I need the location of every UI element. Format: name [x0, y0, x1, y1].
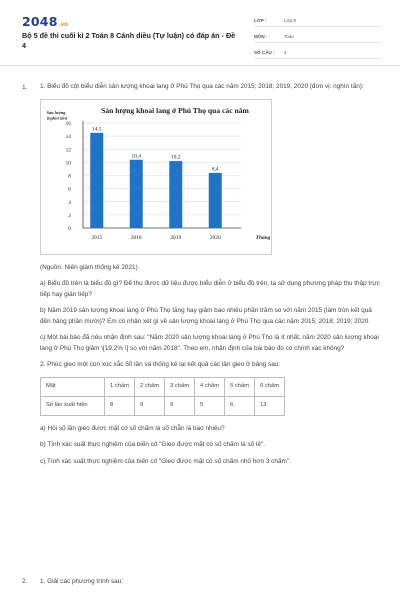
question-text: 1. Biểu đồ cột biểu diễn sản lượng khoai lang ở Phú Thọ qua các năm 2015; 2018; 2019; 2020 (đơn vị: nghìn tấn):	[40, 83, 364, 90]
meta-row-subject	[254, 30, 382, 43]
table-header-cell: Mặt	[41, 377, 105, 396]
bar	[169, 161, 182, 228]
table-header-cell: 4 chấm	[195, 377, 225, 396]
y-tick-label: 6	[68, 186, 71, 193]
chart-title: Sản lượng khoai lang ở Phú Thọ qua các năm	[101, 105, 249, 115]
y-tick-label: 8	[68, 173, 71, 179]
question-1	[40, 82, 380, 473]
question-2-intro: 2. Phúc gieo một con xúc xắc 50 lần và thống kê lại kết quả các lần gieo ở bảng sau:	[40, 361, 281, 368]
y-tick-label: 12	[65, 146, 71, 153]
meta-value: Toán	[284, 33, 294, 39]
table-cell: 13	[255, 396, 285, 415]
table-header-cell: 2 chấm	[135, 377, 165, 396]
question-number: 1.	[22, 84, 28, 91]
meta-row-question-count	[254, 46, 382, 59]
table-cell: 9	[135, 396, 165, 415]
table-row-label: Số lần xuất hiện	[41, 396, 105, 415]
bar-value-label: 8,4	[211, 165, 219, 172]
y-axis-unit: (nghìn tấn)	[46, 115, 68, 120]
table-header-cell: 1 chấm	[105, 377, 135, 396]
x-axis-label: Tháng	[255, 234, 271, 241]
meta-label: MÔN :	[254, 33, 268, 39]
meta-value: Lớp 8	[284, 17, 296, 23]
bar-value-label: 14,5	[92, 125, 102, 132]
y-tick-label: 4	[68, 199, 71, 206]
y-tick-label: 0	[68, 225, 71, 232]
question-part-b: b) Năm 2019 sản lượng khoai lang ở Phú Thọ tăng hay giảm bao nhiêu phần trăm so với năm 2015 (làm tròn kết quả đến hàng phần mười)? Em có nhận xét gì về sản lượng khoai lang ở Phú Thọ qua các năm 2015; 2018; 2019; 2020.	[40, 307, 372, 325]
logo-text: 2048	[22, 14, 58, 29]
x-tick-label: 2020	[209, 234, 221, 241]
question-number: 2.	[22, 578, 28, 585]
meta-label: SỐ CÂU :	[254, 49, 275, 55]
table-cell: 5	[195, 396, 225, 415]
dice-frequency-table	[40, 377, 285, 416]
table-row	[41, 396, 285, 415]
x-tick-label: 2019	[170, 234, 182, 241]
document-title: Bộ 5 đề thi cuối kì 2 Toán 8 Cánh diều (Tự luận) có đáp án - Đề 4	[22, 31, 236, 50]
table-header-row	[41, 377, 285, 396]
question-part-a: a) Biểu đồ trên là biểu đồ gì? Để thu được dữ liệu được biểu diễn ở biểu đồ trên, ta sử dụng phương pháp thu thập trực tiếp hay gián tiếp?	[40, 280, 380, 298]
x-tick-label: 2015	[91, 234, 103, 241]
table-header-cell: 3 chấm	[165, 377, 195, 396]
document-meta	[254, 14, 382, 62]
y-tick-label: 14	[65, 133, 71, 140]
table-cell: 8	[105, 396, 135, 415]
question-2-part-b: b) Tính xác suất thực nghiệm của biến cố "Gieo được mặt có số chấm là số lẻ".	[40, 441, 265, 448]
chart-source: (Nguồn: Niên giám thống kê 2021)	[40, 263, 138, 271]
table-header-cell: 5 chấm	[225, 377, 255, 396]
site-logo[interactable]	[22, 14, 68, 29]
page-header	[0, 0, 400, 66]
x-tick-label: 2018	[130, 234, 142, 241]
y-tick-label: 16	[65, 120, 71, 127]
meta-label: LỚP :	[254, 17, 267, 23]
meta-row-class	[254, 14, 382, 27]
question-2-part-c: c) Tính xác suất thực nghiệm của biến cố "Gieo được mặt có số chấm nhỏ hơn 3 chấm".	[40, 457, 291, 465]
y-axis-label: Sản lượng	[46, 109, 66, 115]
bar-value-label: 10,4	[131, 152, 141, 159]
question-2-part-a: a) Hỏi số lần gieo được mặt có số chấm là số chẵn là bao nhiêu?	[40, 424, 225, 432]
bar-chart-svg	[41, 100, 273, 256]
bar	[130, 159, 143, 227]
bar	[209, 172, 222, 227]
table-cell: 9	[165, 396, 195, 415]
question-part-c: c) Một bài báo đã nêu nhận định sau: "Năm 2020 sản lượng khoai lang ở Phú Thọ là ít nhất, năm 2020 sản lượng khoai lang ở Phú Thọ giảm \[19,2% \] so với năm 2018". Theo em, nhận định của bài báo đó có chính xác không?	[40, 334, 379, 352]
table-header-cell: 6 chấm	[255, 377, 285, 396]
question-2-text: 1. Giải các phương trình sau:	[40, 578, 124, 585]
bar-value-label: 10,2	[171, 154, 181, 161]
meta-value: 4	[284, 49, 287, 55]
logo-tld: .vn	[58, 22, 68, 28]
bar	[90, 132, 103, 227]
y-tick-label: 10	[65, 159, 71, 166]
y-tick-label: 2	[68, 212, 71, 219]
bar-chart	[40, 99, 272, 255]
table-cell: 6	[225, 396, 255, 415]
